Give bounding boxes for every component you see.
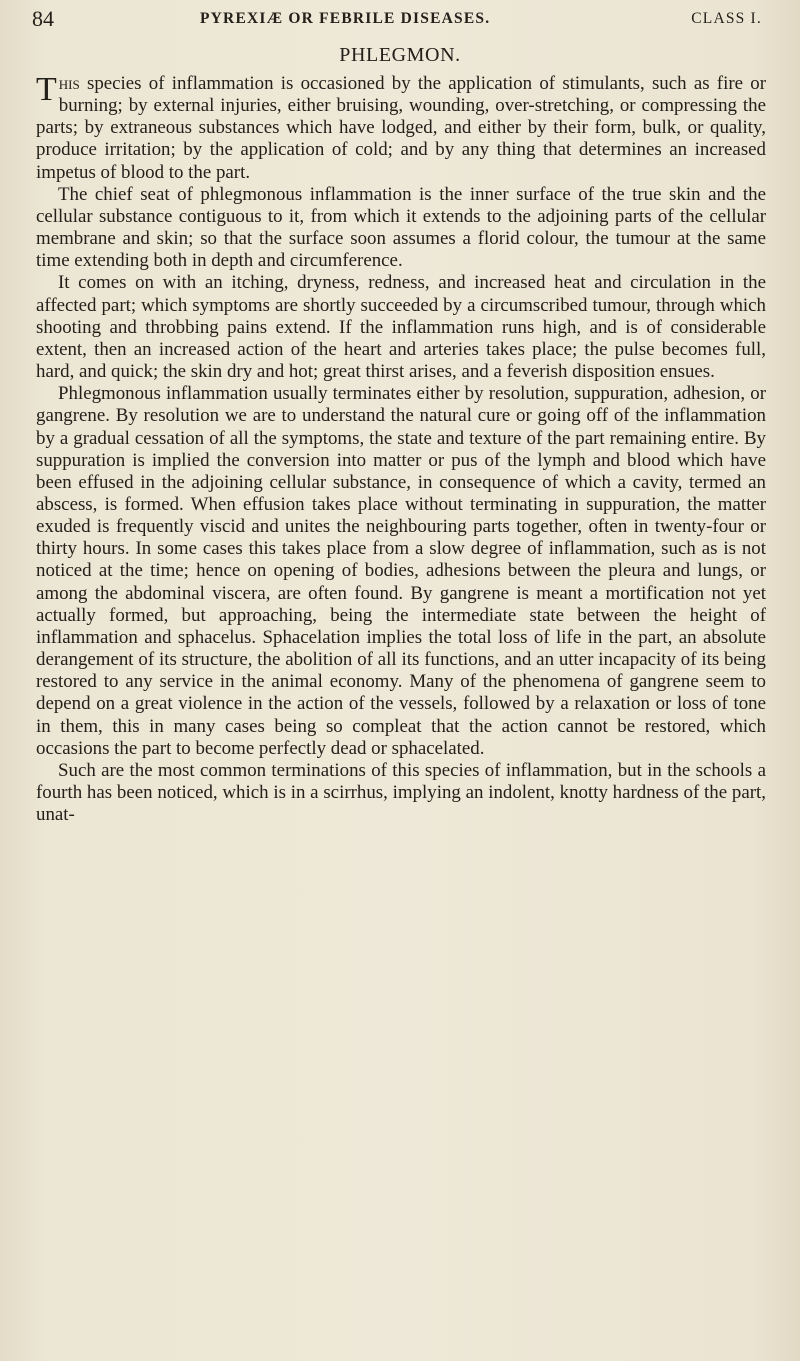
paragraph-1-text: species of inflammation is occasioned by the application of stimulants, such as fire or burning; by external injuries, either bruising, wounding, over-stretching, or compressing the parts; by extraneous substances which have lodged, and either by their form, bulk, or quality, produce irritation; by the application of cold; and by any thing that determines an increased impetus of blood to the part. <box>36 73 766 183</box>
running-head <box>32 6 762 34</box>
drop-cap: T <box>36 71 57 108</box>
class-label: CLASS I. <box>691 10 762 27</box>
paragraph-3: It comes on with an itching, dryness, redness, and increased heat and circulation in the affected part; which symptoms are shortly succeeded by a circumscribed tumour, through which shooting and throbbing pains extend. If the inflammation runs high, and is of considerable extent, then an increased action of the heart and arteries takes place; the pulse becomes full, hard, and quick; the skin dry and hot; great thirst arises, and a feverish disposition ensues. <box>36 272 766 383</box>
running-title: PYREXIÆ OR FEBRILE DISEASES. <box>200 10 491 27</box>
paragraph-1-lead: his <box>58 73 80 94</box>
section-heading: PHLEGMON. <box>339 44 461 66</box>
paragraph-2: The chief seat of phlegmonous inflammation is the inner surface of the true skin and the cellular substance contiguous to it, from which it extends to the adjoining parts of the cellular membrane and skin; so that the surface soon assumes a florid colour, the tumour at the same time extending both in depth and circumference. <box>36 183 766 272</box>
page-number: 84 <box>32 6 54 31</box>
paragraph-1 <box>36 73 766 184</box>
paragraph-5: Such are the most common terminations of this species of inflammation, but in the schools a fourth has been noticed, which is in a scirrhus, implying an indolent, knotty hardness of the part, unat- <box>36 759 766 826</box>
paragraph-4: Phlegmonous inflammation usually terminates either by resolution, suppuration, adhesion, or gangrene. By resolution we are to understand the natural cure or going off of the inflammation by a gradual cessation of all the symptoms, the state and texture of the part remaining entire. By suppuration is implied the conversion into matter or pus of the lymph and blood which have been effused in the adjoining cellular substance, in consequence of which a cavity, termed an abscess, is formed. When effusion takes place without terminating in suppuration, the matter exuded is frequently viscid and unites the neighbouring parts together, often in twenty-four or thirty hours. In some cases this takes place from a slow degree of inflammation, such as is not noticed at the time; hence on opening of bodies, adhesions between the pleura and lungs, or among the abdominal viscera, are often found. By gangrene is meant a mortification not yet actually formed, but approaching, being the intermediate state between the height of inflammation and sphacelus. Sphacelation implies the total loss of life in the part, an absolute derangement of its structure, the abolition of all its functions, and an utter incapacity of its being restored to any service in the animal economy. Many of the phenomena of gangrene seem to depend on a great violence in the action of the vessels, followed by a relaxation or loss of tone in them, this in many cases being so compleat that the action cannot be restored, which occasions the part to become perfectly dead or sphacelated. <box>36 383 766 759</box>
body-text <box>36 73 766 826</box>
